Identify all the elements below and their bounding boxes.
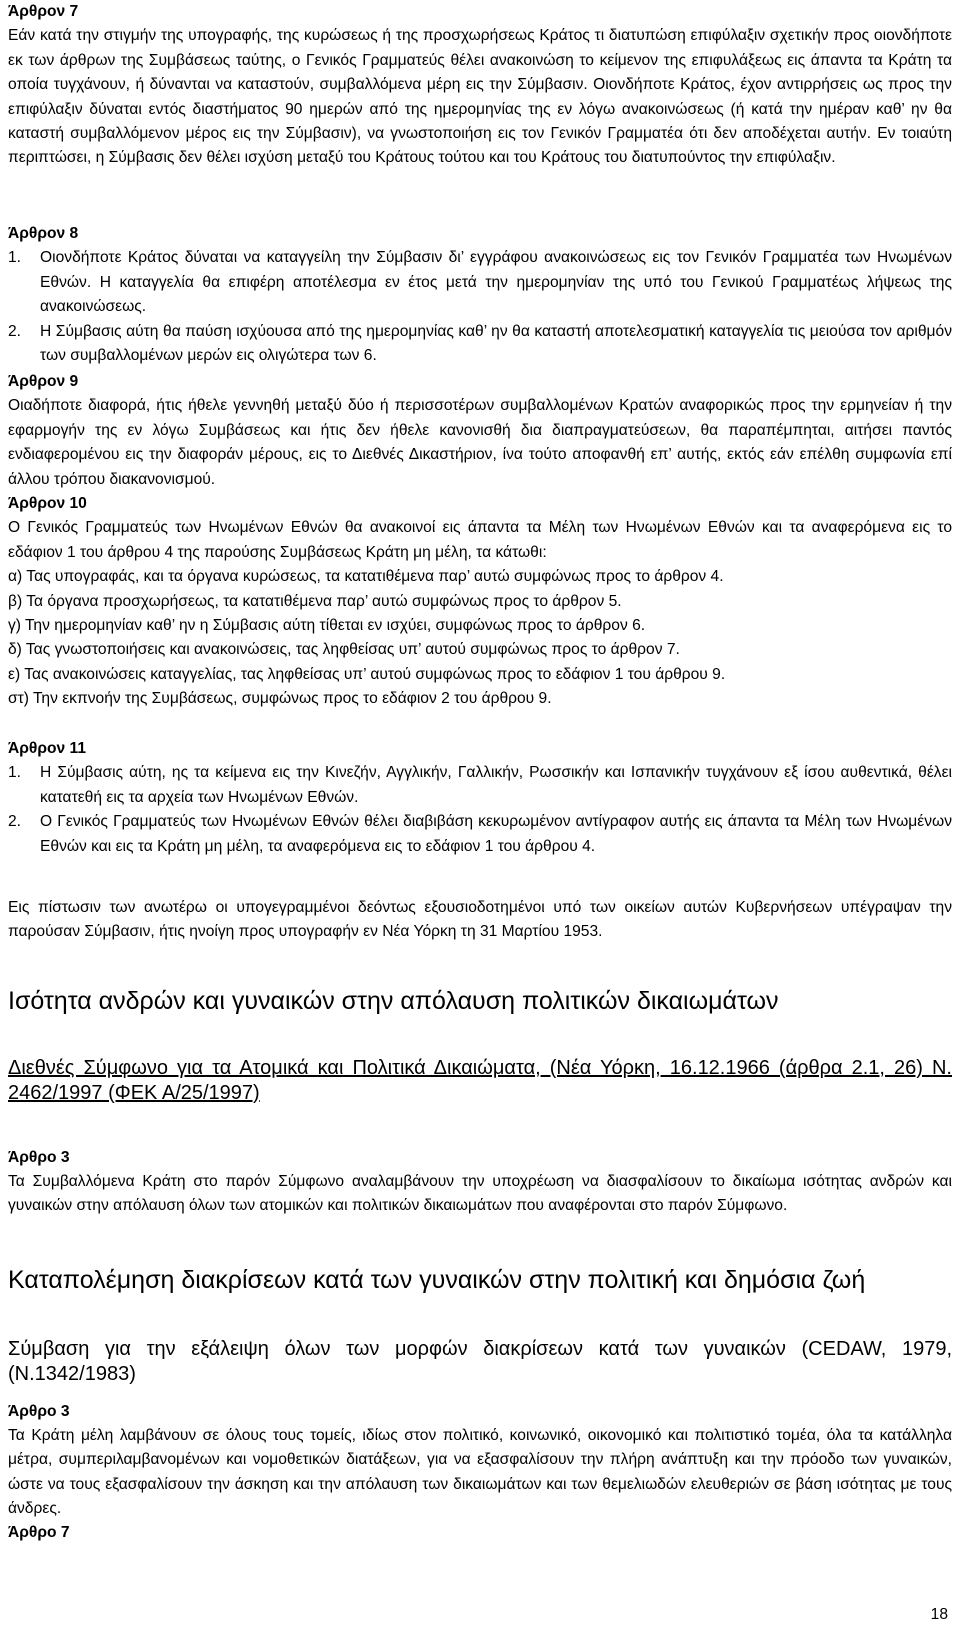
closing-paragraph: Εις πίστωσιν των ανωτέρω οι υπογεγραμμένοι δεόντως εξουσιοδοτημένοι υπό των οικείων αυτών Κυβερνήσεων υπέγραψαν την παρούσαν Σύμβασιν, ήτις ηνοίγη προς υπογραφήν εν Νέα Υόρκη τη 31 Μαρτίου 1953.: [8, 899, 952, 941]
article-8: [8, 222, 952, 368]
item-text: Η Σύμβασις αύτη θα παύση ισχύουσα από της ημερομηνίας καθ’ ην θα καταστή αποτελεσματική καταγγελία τις μειούσα τον αριθμόν των συμβαλλομένων μερών εις ολιγώτερα των 6.: [40, 322, 952, 365]
page-number: 18: [930, 1606, 948, 1623]
article-8-item-1: [8, 246, 952, 319]
article-8-item-2: [8, 320, 952, 369]
article-7-body: [8, 24, 952, 170]
section-2-article-body: Τα Κράτη μέλη λαμβάνουν σε όλους τους τομείς, ιδίως στον πολιτικό, κοινωνικό, οικονομικό και πολιτιστικό τομέα, όλα τα κατάλληλα μέτρα, συμπεριλαμβανομένων και νομοθετικών διατάξεων, για να εξασφαλίσουν την πλήρη ανάπτυξη και την πρόοδο των γυναικών, ώστε να τους εξασφαλίσουν την άσκηση και την απόλαυση των δικαιωμάτων και των θεμελιωδών ελευθεριών σε βάση ισότητας με τους άνδρες.: [8, 1427, 952, 1518]
article-7: [8, 0, 952, 171]
article-10-line-d: δ) Τας γνωστοποιήσεις και ανακοινώσεις, τας ληφθείσας υπ’ αυτού συμφώνως προς το άρθρον 7.: [8, 641, 680, 659]
article-7-body-part2: Οιονδήποτε Κράτος, έχον αντιρρήσεις ως προς την επιφύλαξιν δύναται εντός διαστήματος 90 ημερών από της ημερομηνίας της εν λόγω ανακοινώσεως (ή κατά την ημέραν καθ’ ην θα καταστή συμβαλλόμενον μέρος εις την Σύμβασιν), να γνωστοποιήση εις τον Γενικόν Γραμματέα ότι δεν αποδέχεται αυτήν. Εν τοιαύτη περιπτώσει, η Σύμβασις δεν θέλει ισχύση μεταξύ του Κράτους τούτου και του Κράτους του διατυπούντος την επιφύλαξιν.: [8, 76, 952, 167]
article-10-line-st: στ) Την εκπνοήν της Συμβάσεως, συμφώνως προς το εδάφιον 2 του άρθρου 9.: [8, 690, 552, 708]
article-9: [8, 370, 952, 492]
section-1-subtitle: Διεθνές Σύμφωνο για τα Ατομικά και Πολιτικά Δικαιώματα, (Νέα Υόρκη, 16.12.1966 (άρθρα 2.1, 26) Ν. 2462/1997 (ΦΕΚ Α/25/1997): [8, 1057, 952, 1104]
article-11: [8, 737, 952, 859]
article-10-line-b: β) Τα όργανα προσχωρήσεως, τα κατατιθέμενα παρ’ αυτώ συμφώνως προς το άρθρον 5.: [8, 592, 622, 610]
section-2-article-heading: Άρθρο 3: [8, 1403, 70, 1420]
section-1-article-body: Τα Συμβαλλόμενα Κράτη στο παρόν Σύμφωνο αναλαμβάνουν την υποχρέωση να διασφαλίσουν το δικαίωμα ισότητας ανδρών και γυναικών στην απόλαυση όλων των ατομικών και πολιτικών δικαιωμάτων που αναφέρονται στο παρόν Σύμφωνο.: [8, 1173, 952, 1215]
item-number: 2.: [8, 813, 22, 831]
article-10: [8, 492, 952, 712]
item-number: 2.: [8, 322, 22, 340]
article-11-heading: Άρθρον 11: [8, 740, 86, 757]
section-1-title: Ισότητα ανδρών και γυναικών στην απόλαυση πολιτικών δικαιωμάτων: [8, 987, 779, 1015]
item-number: 1.: [8, 764, 22, 782]
section-1-article-heading: Άρθρο 3: [8, 1149, 70, 1166]
item-number: 1.: [8, 249, 22, 267]
article-11-item-1: [8, 761, 952, 810]
section-2-title: Καταπολέμηση διακρίσεων κατά των γυναικών στην πολιτική και δημόσια ζωή: [8, 1266, 866, 1294]
article-10-line-c: γ) Την ημερομηνίαν καθ’ ην η Σύμβασις αύτη τίθεται εν ισχύει, συμφώνως προς το άρθρον 6.: [8, 617, 646, 635]
item-text: Ο Γενικός Γραμματεύς των Ηνωμένων Εθνών θέλει διαβιβάση κεκυρωμένον αντίγραφον αυτής εις άπαντα τα Μέλη των Ηνωμένων Εθνών και εις τα Κράτη μη μέλη, τα αναφερόμενα εις το εδάφιον 1 του άρθρου 4.: [40, 813, 952, 855]
article-9-heading: Άρθρον 9: [8, 373, 79, 390]
article-9-body: Οιαδήποτε διαφορά, ήτις ήθελε γεννηθή μεταξύ δύο ή περισσοτέρων συμβαλλομένων Κρατών αναφορικώς προς την ερμηνείαν ή την εφαρμογήν της εν λόγω Συμβάσεως και ήτις δεν ήθελε κανονισθή δια διαπραγματεύσεων, θα παραπέμπηται, αιτήσει παντός ενδιαφερομένου εις την διαφοράν μέρους, εις το Διεθνές Δικαστήριον, ίνα τούτο αποφανθή επ’ αυτής, εκτός εάν επέλθη συμφωνία επί άλλου τρόπου διακανονισμού.: [8, 397, 952, 488]
article-7-body-part1: Εάν κατά την στιγμήν της υπογραφής, της κυρώσεως ή της προσχωρήσεως Κράτος τι διατυπώση επιφύλαξιν σχετικήν προς οιονδήποτε εκ των άρθρων της Συμβάσεως ταύτης, ο Γενικός Γραμματεύς θέλει ανακοινώση το κείμενον της επιφυλάξεως εις άπαντα τα Κράτη τα οποία τυγχάνουν, ή δύνανται να καταστούν, συμβαλλόμενα μέρη εις την Σύμβασιν.: [8, 27, 952, 94]
article-10-heading: Άρθρον 10: [8, 495, 87, 512]
article-7-heading: Άρθρον 7: [8, 3, 79, 20]
article-10-line-a: α) Τας υπογραφάς, και τα όργανα κυρώσεως, τα κατατιθέμενα παρ’ αυτώ συμφώνως προς το άρθρον 4.: [8, 568, 724, 586]
article-10-line-e: ε) Τας ανακοινώσεις καταγγελίας, τας ληφθείσας υπ’ αυτού συμφώνως προς το εδάφιον 1 του άρθρου 9.: [8, 665, 726, 683]
item-text: Η Σύμβασις αύτη, ης τα κείμενα εις την Κινεζήν, Αγγλικήν, Γαλλικήν, Ρωσσικήν και Ισπανικήν τυγχάνουν εξ ίσου αυθεντικά, θέλει κατατεθή εις τα αρχεία των Ηνωμένων Εθνών.: [40, 764, 952, 806]
article-11-item-2: [8, 810, 952, 859]
item-text: Οιονδήποτε Κράτος δύναται να καταγγείλη την Σύμβασιν δι’ εγγράφου ανακοινώσεως εις τον Γενικόν Γραμματέα των Ηνωμένων Εθνών. Η καταγγελία θα επιφέρη αποτέλεσμα εν έτος μετά την ημερομηνίαν της υπό του Γενικού Γραμματέως λήψεως της ανακοινώσεως.: [40, 249, 952, 316]
article-10-intro: Ο Γενικός Γραμματεύς των Ηνωμένων Εθνών θα ανακοινοί εις άπαντα τα Μέλη των Ηνωμένων Εθνών και τα αναφερόμενα εις το εδάφιον 1 του άρθρου 4 της παρούσης Συμβάσεως Κράτη μη μέλη, τα κάτωθι:: [8, 519, 952, 561]
section-2-next-heading: Άρθρο 7: [8, 1524, 70, 1541]
section-2-subtitle: Σύμβαση για την εξάλειψη όλων των μορφών διακρίσεων κατά των γυναικών (CEDAW, 1979, (Ν.1342/1983): [8, 1338, 952, 1385]
article-8-heading: Άρθρον 8: [8, 225, 79, 242]
